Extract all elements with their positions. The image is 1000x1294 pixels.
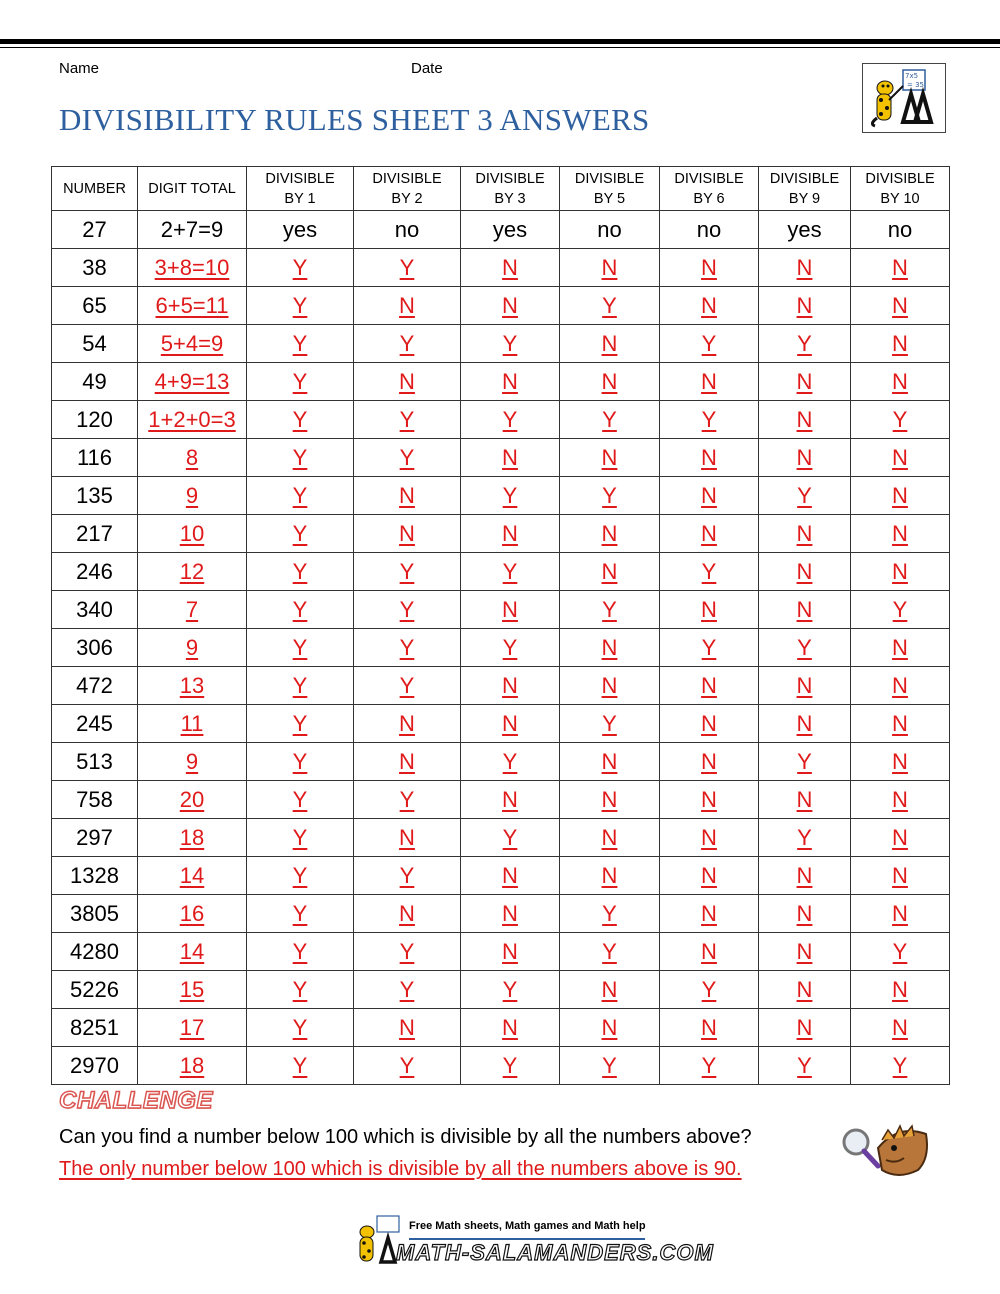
answer-cell: Y: [560, 591, 660, 629]
column-header: [354, 167, 461, 211]
answer-cell: Y: [759, 1047, 851, 1085]
answer-cell: N: [660, 857, 759, 895]
column-header: [52, 167, 138, 211]
footer-tagline: Free Math sheets, Math games and Math help: [409, 1220, 646, 1232]
challenge-label: CHALLENGE: [59, 1087, 213, 1114]
number-cell: 1328: [52, 857, 138, 895]
answer-cell: Y: [560, 895, 660, 933]
number-cell: 297: [52, 819, 138, 857]
answer-cell: Y: [354, 591, 461, 629]
answer-cell: N: [759, 287, 851, 325]
answer-cell: N: [560, 439, 660, 477]
answer-cell: Y: [247, 743, 354, 781]
answer-cell: Y: [759, 743, 851, 781]
answer-cell: N: [660, 439, 759, 477]
column-header-line: DIVISIBLE: [265, 170, 335, 187]
example-row: [52, 211, 950, 249]
answer-cell: Y: [247, 1009, 354, 1047]
table-row: [52, 819, 950, 857]
digit-total-cell: 13: [138, 667, 247, 705]
column-header: [560, 167, 660, 211]
table-row: [52, 705, 950, 743]
answer-cell: N: [759, 895, 851, 933]
answer-cell: N: [354, 477, 461, 515]
answer-cell: Y: [354, 401, 461, 439]
number-cell: 306: [52, 629, 138, 667]
digit-total-cell: 8: [138, 439, 247, 477]
number-cell: 120: [52, 401, 138, 439]
logo-board-text-2: = 35: [907, 81, 924, 89]
answer-cell: N: [851, 287, 950, 325]
answer-cell: N: [354, 1009, 461, 1047]
answer-cell: N: [851, 629, 950, 667]
answer-cell: N: [560, 515, 660, 553]
answer-cell: Y: [247, 629, 354, 667]
column-header: [660, 167, 759, 211]
answer-cell: Y: [560, 477, 660, 515]
answer-cell: N: [660, 591, 759, 629]
column-header-line: DIVISIBLE: [769, 170, 840, 187]
answer-cell: Y: [851, 933, 950, 971]
number-cell: 513: [52, 743, 138, 781]
number-cell: 135: [52, 477, 138, 515]
column-header-line: BY 3: [494, 190, 526, 207]
answer-cell: N: [851, 971, 950, 1009]
column-header: [851, 167, 950, 211]
answer-cell: Y: [354, 971, 461, 1009]
answer-cell: Y: [660, 325, 759, 363]
table-row: [52, 933, 950, 971]
digit-total-cell: 18: [138, 1047, 247, 1085]
column-header-line: DIVISIBLE: [372, 170, 442, 187]
answer-cell: N: [560, 743, 660, 781]
answer-cell: Y: [851, 591, 950, 629]
number-cell: 5226: [52, 971, 138, 1009]
answer-cell: N: [851, 781, 950, 819]
answer-cell: Y: [247, 401, 354, 439]
answer-cell: N: [560, 971, 660, 1009]
example-number-cell: 27: [52, 211, 138, 249]
answer-cell: N: [354, 287, 461, 325]
answer-cell: Y: [354, 325, 461, 363]
column-header-line: BY 2: [391, 190, 423, 207]
answer-cell: Y: [247, 363, 354, 401]
answer-cell: N: [759, 971, 851, 1009]
answer-cell: N: [461, 515, 560, 553]
answer-cell: Y: [461, 477, 560, 515]
number-cell: 54: [52, 325, 138, 363]
answer-cell: Y: [461, 401, 560, 439]
answer-cell: N: [851, 553, 950, 591]
answer-cell: N: [851, 743, 950, 781]
column-header-line: DIVISIBLE: [865, 170, 935, 187]
column-header: [138, 167, 247, 211]
answer-cell: Y: [660, 401, 759, 439]
challenge-question: Can you find a number below 100 which is divisible by all the numbers above?: [59, 1126, 752, 1148]
date-label: Date: [411, 60, 443, 77]
answer-cell: N: [759, 1009, 851, 1047]
answer-cell: N: [759, 401, 851, 439]
answer-cell: N: [461, 591, 560, 629]
answer-cell: Y: [560, 705, 660, 743]
top-rule-thin: [0, 47, 1000, 48]
answer-cell: N: [851, 515, 950, 553]
answer-cell: Y: [247, 439, 354, 477]
answer-cell: Y: [461, 743, 560, 781]
table-row: [52, 249, 950, 287]
answer-cell: Y: [247, 819, 354, 857]
answer-cell: N: [560, 249, 660, 287]
answer-cell: N: [660, 895, 759, 933]
answer-cell: N: [759, 553, 851, 591]
answer-cell: Y: [851, 1047, 950, 1085]
answer-cell: N: [660, 249, 759, 287]
answer-cell: N: [660, 743, 759, 781]
answer-cell: N: [759, 363, 851, 401]
number-cell: 245: [52, 705, 138, 743]
number-cell: 758: [52, 781, 138, 819]
answer-cell: Y: [354, 249, 461, 287]
answer-cell: Y: [247, 1047, 354, 1085]
answer-cell: Y: [759, 325, 851, 363]
answer-cell: N: [660, 515, 759, 553]
number-cell: 217: [52, 515, 138, 553]
answer-cell: N: [851, 363, 950, 401]
answer-cell: Y: [354, 781, 461, 819]
number-cell: 65: [52, 287, 138, 325]
answer-cell: N: [560, 1009, 660, 1047]
column-header: [759, 167, 851, 211]
answer-cell: N: [851, 477, 950, 515]
answer-cell: Y: [247, 781, 354, 819]
digit-total-cell: 16: [138, 895, 247, 933]
digit-total-cell: 15: [138, 971, 247, 1009]
answer-cell: N: [660, 477, 759, 515]
digit-total-cell: 20: [138, 781, 247, 819]
answer-cell: N: [851, 857, 950, 895]
answer-cell: N: [560, 819, 660, 857]
answer-cell: N: [660, 705, 759, 743]
answer-cell: N: [461, 895, 560, 933]
column-header-line: NUMBER: [63, 180, 126, 197]
column-header-line: DIVISIBLE: [475, 170, 545, 187]
answer-cell: Y: [461, 553, 560, 591]
divisibility-table: [51, 166, 950, 1085]
answer-cell: Y: [461, 325, 560, 363]
number-cell: 340: [52, 591, 138, 629]
answer-cell: N: [759, 667, 851, 705]
answer-cell: Y: [660, 629, 759, 667]
table-row: [52, 363, 950, 401]
example-cell: yes: [247, 211, 354, 249]
challenge-answer: The only number below 100 which is divisible by all the numbers above is 90.: [59, 1158, 742, 1180]
answer-cell: N: [851, 439, 950, 477]
answer-cell: N: [759, 249, 851, 287]
number-cell: 38: [52, 249, 138, 287]
answer-cell: Y: [247, 857, 354, 895]
answer-cell: N: [660, 287, 759, 325]
column-header: [247, 167, 354, 211]
answer-cell: N: [354, 743, 461, 781]
answer-cell: N: [560, 629, 660, 667]
table-row: [52, 439, 950, 477]
table-row: [52, 629, 950, 667]
example-cell: 2+7=9: [138, 211, 247, 249]
answer-cell: Y: [247, 667, 354, 705]
column-header-line: DIGIT TOTAL: [148, 180, 236, 197]
table-row: [52, 591, 950, 629]
answer-cell: Y: [759, 819, 851, 857]
example-cell: yes: [759, 211, 851, 249]
answer-cell: N: [851, 895, 950, 933]
answer-cell: N: [560, 857, 660, 895]
answer-cell: Y: [247, 287, 354, 325]
answer-cell: N: [354, 515, 461, 553]
table-row: [52, 895, 950, 933]
footer-site-name: MATH-SALAMANDERS.COM: [396, 1240, 714, 1265]
answer-cell: Y: [461, 971, 560, 1009]
answer-cell: N: [660, 363, 759, 401]
table-row: [52, 401, 950, 439]
answer-cell: Y: [354, 857, 461, 895]
answer-cell: Y: [461, 629, 560, 667]
answer-cell: N: [851, 249, 950, 287]
answer-cell: N: [354, 819, 461, 857]
logo-board-text-1: 7x5: [905, 72, 919, 80]
answer-cell: N: [560, 363, 660, 401]
answer-cell: N: [660, 819, 759, 857]
answer-cell: N: [851, 1009, 950, 1047]
name-label: Name: [59, 60, 100, 77]
answer-cell: N: [660, 1009, 759, 1047]
answer-cell: Y: [660, 1047, 759, 1085]
page-title: DIVISIBILITY RULES SHEET 3 ANSWERS: [59, 102, 650, 137]
digit-total-cell: 6+5=11: [138, 287, 247, 325]
column-header: [461, 167, 560, 211]
column-header-line: DIVISIBLE: [574, 170, 645, 187]
digit-total-cell: 3+8=10: [138, 249, 247, 287]
table-row: [52, 1047, 950, 1085]
answer-cell: N: [461, 667, 560, 705]
digit-total-cell: 9: [138, 629, 247, 667]
answer-cell: N: [461, 249, 560, 287]
table-header-row: [52, 167, 950, 211]
table-row: [52, 857, 950, 895]
example-cell: no: [851, 211, 950, 249]
answer-cell: N: [354, 363, 461, 401]
answer-cell: Y: [247, 249, 354, 287]
answer-cell: N: [851, 819, 950, 857]
answer-cell: N: [560, 667, 660, 705]
answer-cell: N: [759, 857, 851, 895]
answer-cell: Y: [560, 401, 660, 439]
number-cell: 49: [52, 363, 138, 401]
answer-cell: N: [759, 515, 851, 553]
answer-cell: Y: [759, 477, 851, 515]
answer-cell: Y: [461, 1047, 560, 1085]
answer-cell: Y: [354, 667, 461, 705]
digit-total-cell: 12: [138, 553, 247, 591]
column-header-line: DIVISIBLE: [674, 170, 744, 187]
number-cell: 3805: [52, 895, 138, 933]
example-cell: no: [354, 211, 461, 249]
answer-cell: Y: [247, 515, 354, 553]
answer-cell: Y: [247, 895, 354, 933]
digit-total-cell: 10: [138, 515, 247, 553]
table-row: [52, 515, 950, 553]
answer-cell: N: [660, 781, 759, 819]
answer-cell: N: [461, 439, 560, 477]
digit-total-cell: 14: [138, 857, 247, 895]
table-row: [52, 743, 950, 781]
answer-cell: N: [851, 705, 950, 743]
answer-cell: Y: [660, 971, 759, 1009]
digit-total-cell: 9: [138, 477, 247, 515]
answer-cell: N: [759, 439, 851, 477]
answer-cell: N: [560, 553, 660, 591]
answer-cell: Y: [851, 401, 950, 439]
answer-cell: Y: [660, 553, 759, 591]
answer-cell: Y: [247, 933, 354, 971]
answer-cell: N: [560, 781, 660, 819]
table-row: [52, 781, 950, 819]
answer-cell: N: [461, 933, 560, 971]
answer-cell: N: [759, 705, 851, 743]
column-header-line: BY 5: [593, 190, 626, 207]
column-header-line: BY 10: [880, 190, 920, 207]
digit-total-cell: 9: [138, 743, 247, 781]
answer-cell: Y: [354, 553, 461, 591]
answer-cell: N: [560, 325, 660, 363]
answer-cell: N: [759, 933, 851, 971]
table-row: [52, 667, 950, 705]
answer-cell: Y: [247, 705, 354, 743]
answer-cell: N: [851, 667, 950, 705]
answer-cell: Y: [354, 439, 461, 477]
example-cell: no: [660, 211, 759, 249]
answer-cell: Y: [560, 1047, 660, 1085]
digit-total-cell: 17: [138, 1009, 247, 1047]
answer-cell: N: [461, 857, 560, 895]
digit-total-cell: 5+4=9: [138, 325, 247, 363]
answer-cell: Y: [354, 1047, 461, 1085]
answer-cell: N: [851, 325, 950, 363]
answer-cell: N: [660, 933, 759, 971]
number-cell: 8251: [52, 1009, 138, 1047]
answer-cell: Y: [560, 287, 660, 325]
table-row: [52, 477, 950, 515]
answer-cell: N: [461, 705, 560, 743]
digit-total-cell: 1+2+0=3: [138, 401, 247, 439]
column-header-line: BY 6: [693, 190, 725, 207]
number-cell: 116: [52, 439, 138, 477]
digit-total-cell: 7: [138, 591, 247, 629]
answer-cell: N: [461, 287, 560, 325]
answer-cell: Y: [461, 819, 560, 857]
answer-cell: Y: [354, 933, 461, 971]
table-row: [52, 325, 950, 363]
example-cell: yes: [461, 211, 560, 249]
answer-cell: N: [354, 895, 461, 933]
answer-cell: N: [461, 1009, 560, 1047]
answer-cell: Y: [560, 933, 660, 971]
answer-cell: N: [354, 705, 461, 743]
answer-cell: N: [461, 781, 560, 819]
digit-total-cell: 14: [138, 933, 247, 971]
number-cell: 4280: [52, 933, 138, 971]
example-cell: no: [560, 211, 660, 249]
table-row: [52, 287, 950, 325]
salamander-teacher-logo-icon: [862, 63, 946, 133]
answer-cell: Y: [247, 477, 354, 515]
answer-cell: N: [461, 363, 560, 401]
table-row: [52, 1009, 950, 1047]
digit-total-cell: 11: [138, 705, 247, 743]
answer-cell: Y: [247, 591, 354, 629]
answer-cell: Y: [247, 325, 354, 363]
salamander-magnifier-mascot-icon: [838, 1118, 932, 1186]
answer-cell: Y: [354, 629, 461, 667]
column-header-line: BY 9: [788, 190, 821, 207]
table-row: [52, 553, 950, 591]
answer-cell: Y: [759, 629, 851, 667]
digit-total-cell: 18: [138, 819, 247, 857]
digit-total-cell: 4+9=13: [138, 363, 247, 401]
answer-cell: Y: [247, 553, 354, 591]
answer-cell: N: [759, 591, 851, 629]
table-row: [52, 971, 950, 1009]
answer-cell: Y: [247, 971, 354, 1009]
number-cell: 2970: [52, 1047, 138, 1085]
number-cell: 472: [52, 667, 138, 705]
number-cell: 246: [52, 553, 138, 591]
top-rule-thick: [0, 39, 1000, 44]
answer-cell: N: [759, 781, 851, 819]
column-header-line: BY 1: [284, 190, 316, 207]
answer-cell: N: [660, 667, 759, 705]
